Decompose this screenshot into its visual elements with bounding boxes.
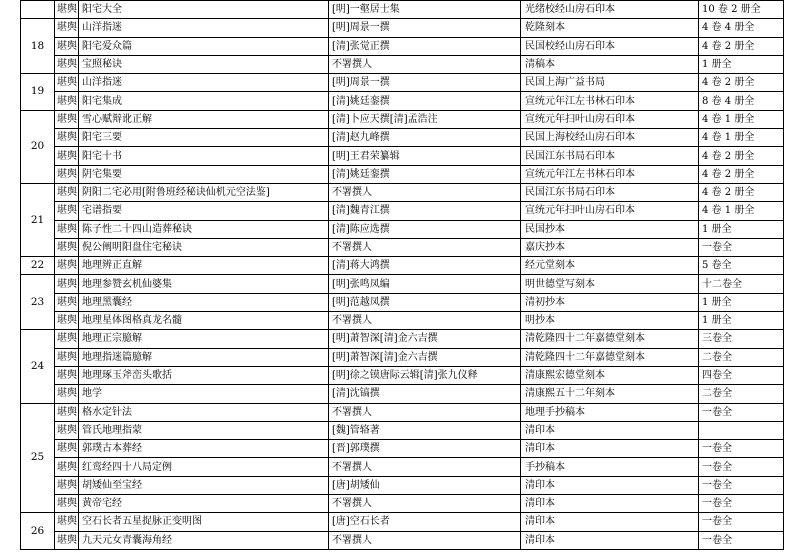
category-cell: 堪舆 — [55, 275, 79, 293]
title-cell: 宝照秘诀 — [79, 55, 329, 73]
volumes-cell: 4 卷 1 册全 — [699, 129, 784, 147]
edition-cell: 经元堂刻本 — [521, 257, 699, 275]
volumes-cell: 1 册全 — [699, 220, 784, 238]
edition-cell: 清印本 — [521, 495, 699, 513]
table-row — [21, 513, 784, 531]
edition-cell: 宣统元年扫叶山房石印本 — [521, 202, 699, 220]
volumes-cell: 1 册全 — [699, 312, 784, 330]
edition-cell: 民国抄本 — [521, 220, 699, 238]
volumes-cell: 8 卷 4 册全 — [699, 92, 784, 110]
lot-number: 23 — [21, 275, 55, 330]
title-cell: 黄帝宅经 — [79, 495, 329, 513]
author-cell: 不署撰人 — [329, 183, 521, 201]
title-cell: 阳宅三要 — [79, 129, 329, 147]
category-cell: 堪舆 — [55, 55, 79, 73]
lot-number: 24 — [21, 330, 55, 403]
title-cell: 山洋指迷 — [79, 74, 329, 92]
edition-cell: 宣统元年江左书林石印本 — [521, 165, 699, 183]
volumes-cell: 1 册全 — [699, 293, 784, 311]
table-row — [21, 19, 784, 37]
category-cell: 堪舆 — [55, 202, 79, 220]
author-cell: [清]卜应天撰[清]孟浩注 — [329, 110, 521, 128]
category-cell: 堪舆 — [55, 92, 79, 110]
title-cell: 宅谱指要 — [79, 202, 329, 220]
author-cell: [魏]管辂著 — [329, 421, 521, 439]
title-cell: 地理黑囊经 — [79, 293, 329, 311]
author-cell: 不署撰人 — [329, 312, 521, 330]
author-cell: [清]张觉正撰 — [329, 37, 521, 55]
author-cell: [唐]胡矮仙 — [329, 476, 521, 494]
edition-cell: 手抄稿本 — [521, 458, 699, 476]
volumes-cell: 4 卷 2 册全 — [699, 37, 784, 55]
title-cell: 阴阳二宅必用[附鲁班经秘诀仙机元空法鉴] — [79, 183, 329, 201]
table-row — [21, 440, 784, 458]
volumes-cell: 一卷全 — [699, 403, 784, 421]
title-cell: 阳宅十书 — [79, 147, 329, 165]
title-cell: 红鸾经四十八局定例 — [79, 458, 329, 476]
table-row — [21, 129, 784, 147]
author-cell: [清]沈镐撰 — [329, 385, 521, 403]
title-cell: 山洋指迷 — [79, 19, 329, 37]
lot-number: 22 — [21, 257, 55, 275]
category-cell: 堪舆 — [55, 147, 79, 165]
catalog-body — [21, 1, 784, 550]
edition-cell: 清康熙宏德堂刻本 — [521, 366, 699, 384]
title-cell: 地理参赞玄机仙婆集 — [79, 275, 329, 293]
edition-cell: 清初抄本 — [521, 293, 699, 311]
edition-cell: 清印本 — [521, 440, 699, 458]
author-cell: [明]周景一撰 — [329, 74, 521, 92]
edition-cell: 嘉庆抄本 — [521, 238, 699, 256]
table-row — [21, 92, 784, 110]
category-cell: 堪舆 — [55, 1, 79, 19]
volumes-cell: 4 卷 2 册全 — [699, 147, 784, 165]
category-cell: 堪舆 — [55, 37, 79, 55]
category-cell: 堪舆 — [55, 330, 79, 348]
volumes-cell: 10 卷 2 册全 — [699, 1, 784, 19]
category-cell: 堪舆 — [55, 440, 79, 458]
table-row — [21, 476, 784, 494]
title-cell: 倪公阐明阳盘住宅秘诀 — [79, 238, 329, 256]
table-row — [21, 37, 784, 55]
edition-cell: 乾隆刻本 — [521, 19, 699, 37]
author-cell: 不署撰人 — [329, 531, 521, 549]
volumes-cell: 十二卷全 — [699, 275, 784, 293]
edition-cell: 光绪校经山房石印本 — [521, 1, 699, 19]
table-row — [21, 330, 784, 348]
author-cell: [明]徐之镆唐际云辑[清]张九仪释 — [329, 366, 521, 384]
table-row — [21, 257, 784, 275]
author-cell: [清]姚廷銮撰 — [329, 165, 521, 183]
title-cell: 阴宅集要 — [79, 165, 329, 183]
volumes-cell: 4 卷 2 册全 — [699, 183, 784, 201]
table-row — [21, 348, 784, 366]
author-cell: [明]萧智深[清]金六吉撰 — [329, 330, 521, 348]
volumes-cell: 一卷全 — [699, 495, 784, 513]
category-cell: 堪舆 — [55, 129, 79, 147]
author-cell: [明]一壑居士集 — [329, 1, 521, 19]
table-row — [21, 458, 784, 476]
edition-cell: 清印本 — [521, 421, 699, 439]
category-cell: 堪舆 — [55, 74, 79, 92]
volumes-cell: 四卷全 — [699, 366, 784, 384]
author-cell: 不署撰人 — [329, 495, 521, 513]
edition-cell: 清康熙五十二年刻本 — [521, 385, 699, 403]
edition-cell: 清印本 — [521, 476, 699, 494]
volumes-cell: 4 卷 1 册全 — [699, 110, 784, 128]
title-cell: 地理辨正直解 — [79, 257, 329, 275]
author-cell: [明]范越凤撰 — [329, 293, 521, 311]
volumes-cell: 一卷全 — [699, 238, 784, 256]
category-cell: 堪舆 — [55, 421, 79, 439]
volumes-cell: 二卷全 — [699, 385, 784, 403]
category-cell: 堪舆 — [55, 531, 79, 549]
title-cell: 管氏地理指蒙 — [79, 421, 329, 439]
table-row — [21, 165, 784, 183]
edition-cell: 民国校经山房石印本 — [521, 37, 699, 55]
author-cell: 不署撰人 — [329, 55, 521, 73]
edition-cell: 清乾隆四十二年嘉德堂刻本 — [521, 330, 699, 348]
author-cell: [清]魏青江撰 — [329, 202, 521, 220]
category-cell: 堪舆 — [55, 403, 79, 421]
title-cell: 阳宅大全 — [79, 1, 329, 19]
author-cell: 不署撰人 — [329, 238, 521, 256]
category-cell: 堪舆 — [55, 220, 79, 238]
volumes-cell: 一卷全 — [699, 531, 784, 549]
title-cell: 地理琢玉斧峦头歌括 — [79, 366, 329, 384]
edition-cell: 民国上海校经山房石印本 — [521, 129, 699, 147]
volumes-cell: 一卷全 — [699, 476, 784, 494]
volumes-cell: 4 卷 2 册全 — [699, 165, 784, 183]
category-cell: 堪舆 — [55, 366, 79, 384]
edition-cell: 宣统元年江左书林石印本 — [521, 92, 699, 110]
lot-number: 20 — [21, 110, 55, 183]
table-row — [21, 293, 784, 311]
table-row — [21, 202, 784, 220]
edition-cell: 清印本 — [521, 531, 699, 549]
edition-cell: 宣统元年扫叶山房石印本 — [521, 110, 699, 128]
table-row — [21, 55, 784, 73]
table-row — [21, 275, 784, 293]
title-cell: 雪心赋辩讹正解 — [79, 110, 329, 128]
lot-number — [21, 1, 55, 19]
table-row — [21, 183, 784, 201]
table-row — [21, 74, 784, 92]
table-row — [21, 421, 784, 439]
category-cell: 堪舆 — [55, 257, 79, 275]
author-cell: [明]王君荣纂辑 — [329, 147, 521, 165]
table-row — [21, 385, 784, 403]
table-row — [21, 403, 784, 421]
title-cell: 九天元女青囊海角经 — [79, 531, 329, 549]
category-cell: 堪舆 — [55, 385, 79, 403]
title-cell: 空石长者五星捉脉正变明图 — [79, 513, 329, 531]
category-cell: 堪舆 — [55, 312, 79, 330]
table-row — [21, 312, 784, 330]
volumes-cell: 一卷全 — [699, 440, 784, 458]
category-cell: 堪舆 — [55, 110, 79, 128]
volumes-cell: 4 卷 1 册全 — [699, 202, 784, 220]
volumes-cell: 一卷全 — [699, 458, 784, 476]
table-row — [21, 531, 784, 549]
category-cell: 堪舆 — [55, 348, 79, 366]
table-row — [21, 495, 784, 513]
author-cell: [明]萧智深[清]金六吉撰 — [329, 348, 521, 366]
edition-cell: 民国江东书局石印本 — [521, 147, 699, 165]
volumes-cell: 二卷全 — [699, 348, 784, 366]
edition-cell: 明抄本 — [521, 312, 699, 330]
edition-cell: 地理手抄稿本 — [521, 403, 699, 421]
author-cell: [晋]郭璞撰 — [329, 440, 521, 458]
title-cell: 阳宅集成 — [79, 92, 329, 110]
title-cell: 阳宅爱众篇 — [79, 37, 329, 55]
edition-cell: 民国上海广益书局 — [521, 74, 699, 92]
author-cell: [明]张鸣凤编 — [329, 275, 521, 293]
author-cell: [唐]空石长者 — [329, 513, 521, 531]
lot-number: 19 — [21, 74, 55, 111]
category-cell: 堪舆 — [55, 513, 79, 531]
lot-number: 25 — [21, 403, 55, 513]
table-row — [21, 1, 784, 19]
title-cell: 地理星体图格真龙名髓 — [79, 312, 329, 330]
title-cell: 陈子性二十四山造葬秘诀 — [79, 220, 329, 238]
edition-cell: 民国江东书局石印本 — [521, 183, 699, 201]
table-row — [21, 110, 784, 128]
edition-cell: 清稿本 — [521, 55, 699, 73]
table-row — [21, 220, 784, 238]
table-row — [21, 147, 784, 165]
lot-number: 18 — [21, 19, 55, 74]
volumes-cell — [699, 421, 784, 439]
category-cell: 堪舆 — [55, 183, 79, 201]
title-cell: 地学 — [79, 385, 329, 403]
lot-number: 21 — [21, 183, 55, 256]
title-cell: 地理指迷篇臆解 — [79, 348, 329, 366]
author-cell: [清]陈应选撰 — [329, 220, 521, 238]
category-cell: 堪舆 — [55, 238, 79, 256]
edition-cell: 明世德堂写刻本 — [521, 275, 699, 293]
title-cell: 地理正宗臆解 — [79, 330, 329, 348]
author-cell: [清]姚廷銮撰 — [329, 92, 521, 110]
volumes-cell: 5 卷全 — [699, 257, 784, 275]
title-cell: 郭璞古本葬经 — [79, 440, 329, 458]
category-cell: 堪舆 — [55, 495, 79, 513]
author-cell: 不署撰人 — [329, 403, 521, 421]
title-cell: 格水定针法 — [79, 403, 329, 421]
volumes-cell: 1 册全 — [699, 55, 784, 73]
volumes-cell: 4 卷 2 册全 — [699, 74, 784, 92]
lot-number: 26 — [21, 513, 55, 550]
author-cell: [清]蒋大鸿撰 — [329, 257, 521, 275]
table-row — [21, 366, 784, 384]
volumes-cell: 一卷全 — [699, 513, 784, 531]
category-cell: 堪舆 — [55, 19, 79, 37]
table-row — [21, 238, 784, 256]
category-cell: 堪舆 — [55, 293, 79, 311]
author-cell: [明]周景一撰 — [329, 19, 521, 37]
title-cell: 胡矮仙至宝经 — [79, 476, 329, 494]
edition-cell: 清乾隆四十二年嘉德堂刻本 — [521, 348, 699, 366]
volumes-cell: 三卷全 — [699, 330, 784, 348]
category-cell: 堪舆 — [55, 458, 79, 476]
author-cell: 不署撰人 — [329, 458, 521, 476]
volumes-cell: 4 卷 4 册全 — [699, 19, 784, 37]
author-cell: [清]赵九峰撰 — [329, 129, 521, 147]
catalog-table — [20, 0, 784, 550]
category-cell: 堪舆 — [55, 476, 79, 494]
edition-cell: 清印本 — [521, 513, 699, 531]
category-cell: 堪舆 — [55, 165, 79, 183]
